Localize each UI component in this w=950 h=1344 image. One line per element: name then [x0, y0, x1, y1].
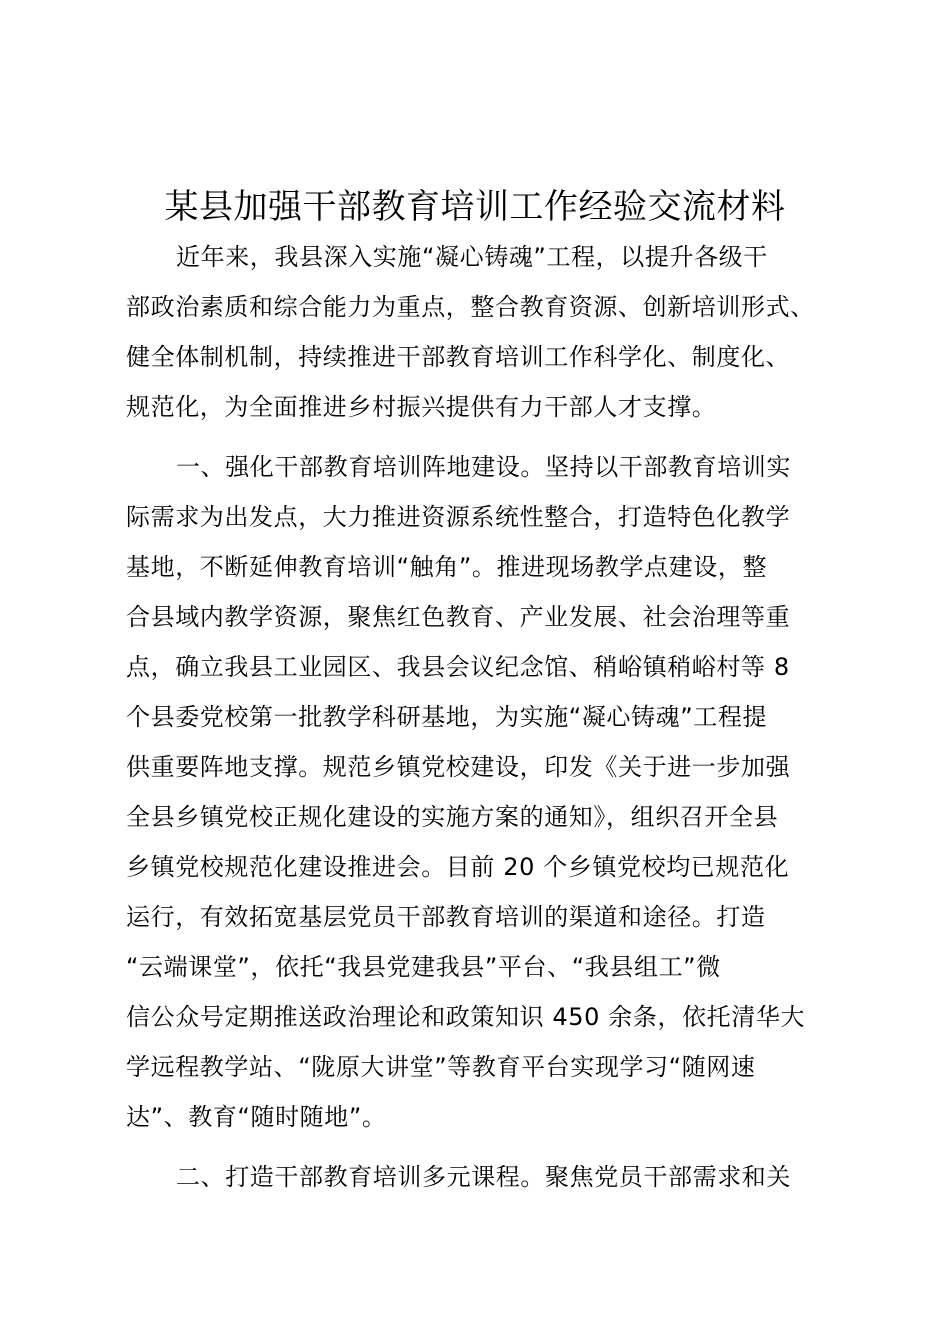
text-line: 学远程教学站、“陇原大讲堂”等教育平台实现学习“随网速 [126, 1053, 756, 1081]
text-line: 点，确立我县工业园区、我县会议纪念馆、稍峪镇稍峪村等 8 [126, 653, 790, 681]
text-line: 合县域内教学资源，聚焦红色教育、产业发展、社会治理等重 [126, 603, 791, 631]
paragraph-intro [126, 232, 836, 432]
text-line: 部政治素质和综合能力为重点，整合教育资源、创新培训形式、 [126, 293, 815, 321]
text-line: 基地，不断延伸教育培训“触角”。推进现场教学点建设，整 [126, 553, 768, 581]
text-line: 运行，有效拓宽基层党员干部教育培训的渠道和途径。打造 [126, 903, 766, 931]
text-line: “云端课堂”，依托“我县党建我县”平台、“我县组工”微 [126, 953, 721, 981]
text-line: 近年来，我县深入实施“凝心铸魂”工程，以提升各级干 [176, 243, 768, 271]
text-line: 个县委党校第一批教学科研基地，为实施“凝心铸魂”工程提 [126, 703, 768, 731]
paragraph-section-1 [126, 442, 836, 1142]
text-line: 一、强化干部教育培训阵地建设。坚持以干部教育培训实 [176, 453, 791, 481]
text-line: 供重要阵地支撑。规范乡镇党校建设，印发《关于进一步加强 [126, 753, 791, 781]
text-line: 二、打造干部教育培训多元课程。聚焦党员干部需求和关 [176, 1163, 791, 1191]
text-line: 信公众号定期推送政治理论和政策知识 450 余条，依托清华大 [126, 1003, 806, 1031]
text-line: 全县乡镇党校正规化建设的实施方案的通知》，组织召开全县 [126, 803, 779, 831]
text-line: 际需求为出发点，大力推进资源系统性整合，打造特色化教学 [126, 503, 791, 531]
text-line: 乡镇党校规范化建设推进会。目前 20 个乡镇党校均已规范化 [126, 853, 790, 881]
document-body [126, 232, 836, 1202]
text-line: 规范化，为全面推进乡村振兴提供有力干部人才支撑。 [126, 393, 717, 421]
document-title: 某县加强干部教育培训工作经验交流材料 [164, 187, 786, 227]
paragraph-section-2 [126, 1152, 836, 1202]
text-line: 达”、教育“随时随地”。 [126, 1103, 387, 1131]
text-line: 健全体制机制，持续推进干部教育培训工作科学化、制度化、 [126, 343, 791, 371]
